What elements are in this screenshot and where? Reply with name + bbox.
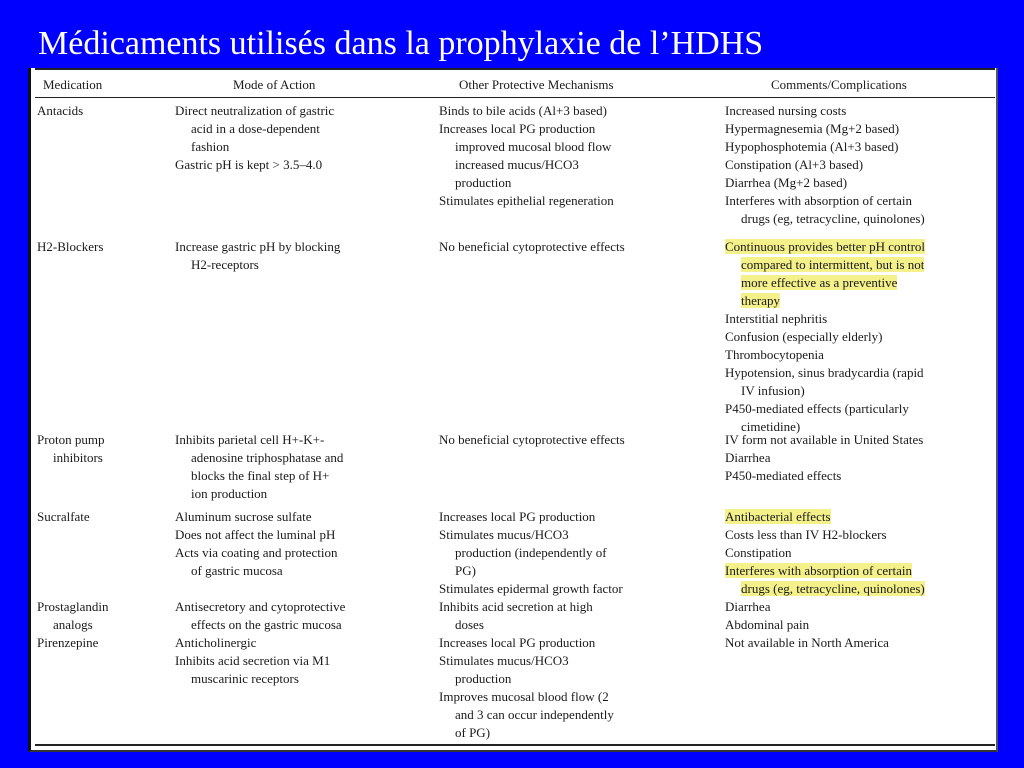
table-cell-other xyxy=(439,431,625,449)
cell-line: production (independently of xyxy=(455,545,607,560)
cell-line: Not available in North America xyxy=(725,635,889,650)
cell-line: Confusion (especially elderly) xyxy=(725,329,883,344)
header-mode-of-action: Mode of Action xyxy=(233,77,316,92)
table-bottom-rule xyxy=(35,744,995,746)
cell-line: increased mucus/HCO3 xyxy=(455,157,579,172)
table-cell-mode xyxy=(175,431,343,503)
cell-line: Interstitial nephritis xyxy=(725,311,828,326)
cell-line: drugs (eg, tetracycline, quinolones) xyxy=(741,211,925,226)
cell-line: Pirenzepine xyxy=(37,635,99,650)
table-cell-medication xyxy=(37,431,105,467)
highlighted-text: more effective as a preventive xyxy=(741,275,898,290)
header-other-mechanisms: Other Protective Mechanisms xyxy=(459,77,614,92)
table-cell-mode xyxy=(175,598,345,688)
table-cell-other xyxy=(439,598,614,742)
cell-line: Diarrhea xyxy=(725,450,771,465)
cell-line: cimetidine) xyxy=(741,419,801,434)
cell-line: Interferes with absorption of certain xyxy=(725,193,912,208)
cell-line xyxy=(725,508,925,526)
cell-line: blocks the final step of H+ xyxy=(191,468,330,483)
cell-line: adenosine triphosphatase and xyxy=(191,450,344,465)
cell-line: improved mucosal blood flow xyxy=(455,139,612,154)
cell-line: fashion xyxy=(191,139,230,154)
table-cell-comments xyxy=(725,102,925,228)
cell-line: acid in a dose-dependent xyxy=(191,121,320,136)
cell-line: Increases local PG production xyxy=(439,121,596,136)
cell-line: Hypophosphotemia (Al+3 based) xyxy=(725,139,899,154)
cell-line: Constipation (Al+3 based) xyxy=(725,157,864,172)
cell-line xyxy=(725,292,925,310)
highlighted-text: therapy xyxy=(741,293,780,308)
cell-line: Inhibits acid secretion at high xyxy=(439,599,593,614)
header-medication: Medication xyxy=(43,77,103,92)
header-comments: Comments/Complications xyxy=(771,77,907,92)
cell-line: H2-Blockers xyxy=(37,239,104,254)
cell-line: doses xyxy=(455,617,484,632)
cell-line: muscarinic receptors xyxy=(191,671,299,686)
cell-line: production xyxy=(455,175,512,190)
highlighted-text: drugs (eg, tetracycline, quinolones) xyxy=(741,581,925,596)
table-cell-comments xyxy=(725,508,925,598)
cell-line xyxy=(725,238,925,256)
cell-line: IV infusion) xyxy=(741,383,805,398)
cell-line: and 3 can occur independently xyxy=(455,707,614,722)
cell-line: Thrombocytopenia xyxy=(725,347,824,362)
cell-line xyxy=(725,562,925,580)
cell-line: Increase gastric pH by blocking xyxy=(175,239,341,254)
cell-line: Increases local PG production xyxy=(439,635,596,650)
cell-line: Diarrhea xyxy=(725,599,771,614)
cell-line: Stimulates mucus/HCO3 xyxy=(439,527,569,542)
table-cell-comments xyxy=(725,598,889,652)
table-header-row xyxy=(35,68,995,98)
table-cell-medication xyxy=(37,598,109,652)
cell-line: No beneficial cytoprotective effects xyxy=(439,432,625,447)
cell-line: Direct neutralization of gastric xyxy=(175,103,335,118)
table-cell-medication xyxy=(37,238,103,256)
table-cell-other xyxy=(439,508,623,598)
cell-line: ion production xyxy=(191,486,268,501)
cell-line: P450-mediated effects (particularly xyxy=(725,401,909,416)
medication-table-scan xyxy=(28,68,998,752)
cell-line: Stimulates epidermal growth factor xyxy=(439,581,623,596)
table-cell-medication xyxy=(37,508,90,526)
highlighted-text: Continuous provides better pH control xyxy=(725,239,926,254)
cell-line: IV form not available in United States xyxy=(725,432,924,447)
cell-line xyxy=(725,256,925,274)
cell-line: Inhibits parietal cell H+-K+- xyxy=(175,432,325,447)
highlighted-text: Interferes with absorption of certain xyxy=(725,563,912,578)
cell-line: of PG) xyxy=(455,725,491,740)
cell-line: Binds to bile acids (Al+3 based) xyxy=(439,103,607,118)
cell-line: Diarrhea (Mg+2 based) xyxy=(725,175,848,190)
cell-line: analogs xyxy=(53,617,93,632)
cell-line: Hypotension, sinus bradycardia (rapid xyxy=(725,365,924,380)
table-cell-mode xyxy=(175,508,337,580)
cell-line: Does not affect the luminal pH xyxy=(175,527,336,542)
cell-line: H2-receptors xyxy=(191,257,259,272)
cell-line: PG) xyxy=(455,563,476,578)
cell-line: Stimulates mucus/HCO3 xyxy=(439,653,569,668)
cell-line: Aluminum sucrose sulfate xyxy=(175,509,312,524)
cell-line: Gastric pH is kept > 3.5–4.0 xyxy=(175,157,323,172)
cell-line: production xyxy=(455,671,512,686)
cell-line: Stimulates epithelial regeneration xyxy=(439,193,614,208)
cell-line: Antisecretory and cytoprotective xyxy=(175,599,346,614)
highlighted-text: Antibacterial effects xyxy=(725,509,831,524)
table-cell-mode xyxy=(175,238,340,274)
cell-line: Inhibits acid secretion via M1 xyxy=(175,653,331,668)
cell-line: Abdominal pain xyxy=(725,617,810,632)
table-cell-comments xyxy=(725,431,923,485)
cell-line: Proton pump xyxy=(37,432,105,447)
cell-line: P450-mediated effects xyxy=(725,468,842,483)
cell-line: inhibitors xyxy=(53,450,103,465)
table-cell-comments xyxy=(725,238,925,436)
cell-line xyxy=(725,274,925,292)
cell-line: Hypermagnesemia (Mg+2 based) xyxy=(725,121,900,136)
table-cell-other xyxy=(439,102,614,210)
table-cell-medication xyxy=(37,102,83,120)
table-cell-mode xyxy=(175,102,334,174)
highlighted-text: compared to intermittent, but is not xyxy=(741,257,925,272)
slide-title: Médicaments utilisés dans la prophylaxie de l’HDHS xyxy=(38,25,764,62)
cell-line: Anticholinergic xyxy=(175,635,257,650)
cell-line: of gastric mucosa xyxy=(191,563,283,578)
cell-line: Prostaglandin xyxy=(37,599,109,614)
cell-line: Costs less than IV H2-blockers xyxy=(725,527,887,542)
table-cell-other xyxy=(439,238,625,256)
cell-line: Antacids xyxy=(37,103,84,118)
cell-line xyxy=(725,580,925,598)
cell-line: Sucralfate xyxy=(37,509,90,524)
cell-line: Improves mucosal blood flow (2 xyxy=(439,689,609,704)
cell-line: effects on the gastric mucosa xyxy=(191,617,342,632)
cell-line: No beneficial cytoprotective effects xyxy=(439,239,625,254)
cell-line: Increased nursing costs xyxy=(725,103,847,118)
cell-line: Acts via coating and protection xyxy=(175,545,338,560)
cell-line: Constipation xyxy=(725,545,792,560)
cell-line: Increases local PG production xyxy=(439,509,596,524)
